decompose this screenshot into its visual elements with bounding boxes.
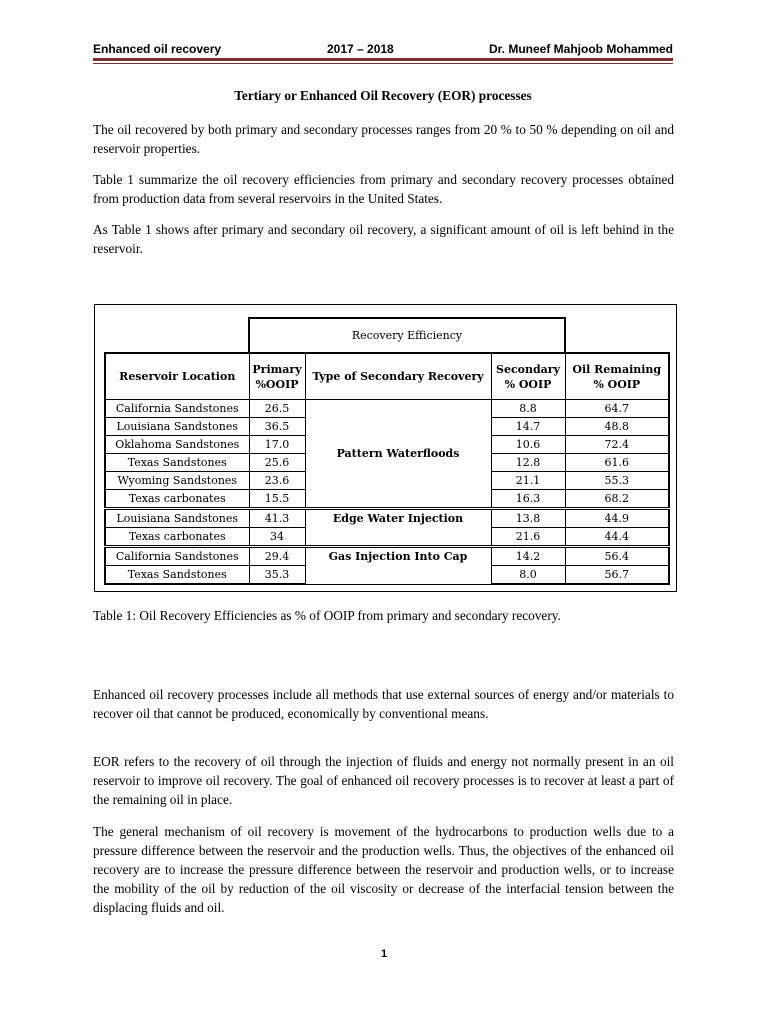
cell-remaining: 56.4 bbox=[565, 547, 669, 566]
cell-location: Texas carbonates bbox=[105, 490, 249, 509]
table-corner-blank bbox=[105, 318, 249, 353]
header-author: Dr. Muneef Mahjoob Mohammed bbox=[488, 42, 673, 56]
column-header-location: Reservoir Location bbox=[105, 353, 249, 400]
paragraph-mechanism: The general mechanism of oil recovery is movement of the hydrocarbons to production wells due to a pressure difference between the reservoir and the production wells. Thus, the objectives of the enhanced oil recovery are to increase the pressure difference between the reservoir and production wells, or to increase the mobility of the oil by reduction of the oil viscosity or decrease of the interfacial tension between the displacing fluids and oil. bbox=[93, 824, 674, 915]
cell-secondary: 14.2 bbox=[491, 547, 565, 566]
page-header bbox=[93, 42, 673, 58]
cell-secondary: 10.6 bbox=[491, 436, 565, 454]
cell-remaining: 48.8 bbox=[565, 418, 669, 436]
cell-remaining: 72.4 bbox=[565, 436, 669, 454]
cell-secondary: 21.6 bbox=[491, 528, 565, 547]
paragraph-eor-goal: EOR refers to the recovery of oil through the injection of fluids and energy not normally present in an oil reservoir to improve oil recovery. The goal of enhanced oil recovery processes is to recover at least a part of the remaining oil in place. bbox=[93, 754, 674, 807]
table-group-header: Recovery Efficiency bbox=[249, 318, 565, 353]
cell-location: Louisiana Sandstones bbox=[105, 418, 249, 436]
cell-location: Oklahoma Sandstones bbox=[105, 436, 249, 454]
header-academic-year: 2017 – 2018 bbox=[327, 42, 394, 56]
cell-secondary: 16.3 bbox=[491, 490, 565, 509]
header-course-title: Enhanced oil recovery bbox=[93, 42, 222, 56]
header-rule-thin bbox=[93, 63, 673, 64]
column-header-secondary: Secondary % OOIP bbox=[491, 353, 565, 400]
method-cell-waterfloods: Pattern Waterfloods bbox=[305, 400, 491, 509]
cell-primary: 36.5 bbox=[249, 418, 305, 436]
cell-secondary: 12.8 bbox=[491, 454, 565, 472]
cell-remaining: 56.7 bbox=[565, 566, 669, 585]
cell-location: California Sandstones bbox=[105, 400, 249, 418]
cell-secondary: 8.8 bbox=[491, 400, 565, 418]
cell-remaining: 44.4 bbox=[565, 528, 669, 547]
cell-primary: 25.6 bbox=[249, 454, 305, 472]
column-header-method: Type of Secondary Recovery bbox=[305, 353, 491, 400]
cell-primary: 15.5 bbox=[249, 490, 305, 509]
recovery-efficiency-table bbox=[104, 317, 670, 585]
cell-remaining: 61.6 bbox=[565, 454, 669, 472]
cell-remaining: 55.3 bbox=[565, 472, 669, 490]
page-number: 1 bbox=[380, 948, 388, 960]
method-cell-gas-injection: Gas Injection Into Cap bbox=[305, 547, 491, 585]
cell-location: Texas carbonates bbox=[105, 528, 249, 547]
cell-secondary: 13.8 bbox=[491, 509, 565, 528]
table-row bbox=[105, 509, 669, 528]
method-cell-edge-water: Edge Water Injection bbox=[305, 509, 491, 547]
section-title: Tertiary or Enhanced Oil Recovery (EOR) processes bbox=[234, 88, 532, 103]
column-header-primary: Primary %OOIP bbox=[249, 353, 305, 400]
cell-primary: 26.5 bbox=[249, 400, 305, 418]
table-caption: Table 1: Oil Recovery Efficiencies as % of OOIP from primary and secondary recovery. bbox=[93, 608, 561, 623]
cell-primary: 34 bbox=[249, 528, 305, 547]
cell-primary: 35.3 bbox=[249, 566, 305, 585]
cell-location: Wyoming Sandstones bbox=[105, 472, 249, 490]
header-rule-thick bbox=[93, 58, 673, 61]
table-figure bbox=[94, 304, 677, 592]
cell-primary: 41.3 bbox=[249, 509, 305, 528]
cell-secondary: 8.0 bbox=[491, 566, 565, 585]
table-row bbox=[105, 400, 669, 418]
paragraph-table-summary: Table 1 summarize the oil recovery efficiencies from primary and secondary recovery processes obtained from production data from several reservoirs in the United States. bbox=[93, 172, 674, 206]
paragraph-eor-definition: Enhanced oil recovery processes include all methods that use external sources of energy and/or materials to recover oil that cannot be produced, economically by conventional means. bbox=[93, 687, 674, 721]
cell-location: Texas Sandstones bbox=[105, 454, 249, 472]
cell-remaining: 68.2 bbox=[565, 490, 669, 509]
column-header-remaining: Oil Remaining % OOIP bbox=[565, 353, 669, 400]
cell-primary: 17.0 bbox=[249, 436, 305, 454]
cell-location: Louisiana Sandstones bbox=[105, 509, 249, 528]
cell-secondary: 21.1 bbox=[491, 472, 565, 490]
cell-remaining: 44.9 bbox=[565, 509, 669, 528]
table-corner-blank-right bbox=[565, 318, 669, 353]
paragraph-oil-left-behind: As Table 1 shows after primary and secondary oil recovery, a significant amount of oil is left behind in the reservoir. bbox=[93, 222, 674, 256]
cell-primary: 23.6 bbox=[249, 472, 305, 490]
cell-remaining: 64.7 bbox=[565, 400, 669, 418]
cell-primary: 29.4 bbox=[249, 547, 305, 566]
cell-secondary: 14.7 bbox=[491, 418, 565, 436]
cell-location: Texas Sandstones bbox=[105, 566, 249, 585]
paragraph-recovery-range: The oil recovered by both primary and secondary processes ranges from 20 % to 50 % depending on oil and reservoir properties. bbox=[93, 122, 674, 156]
table-row bbox=[105, 547, 669, 566]
cell-location: California Sandstones bbox=[105, 547, 249, 566]
